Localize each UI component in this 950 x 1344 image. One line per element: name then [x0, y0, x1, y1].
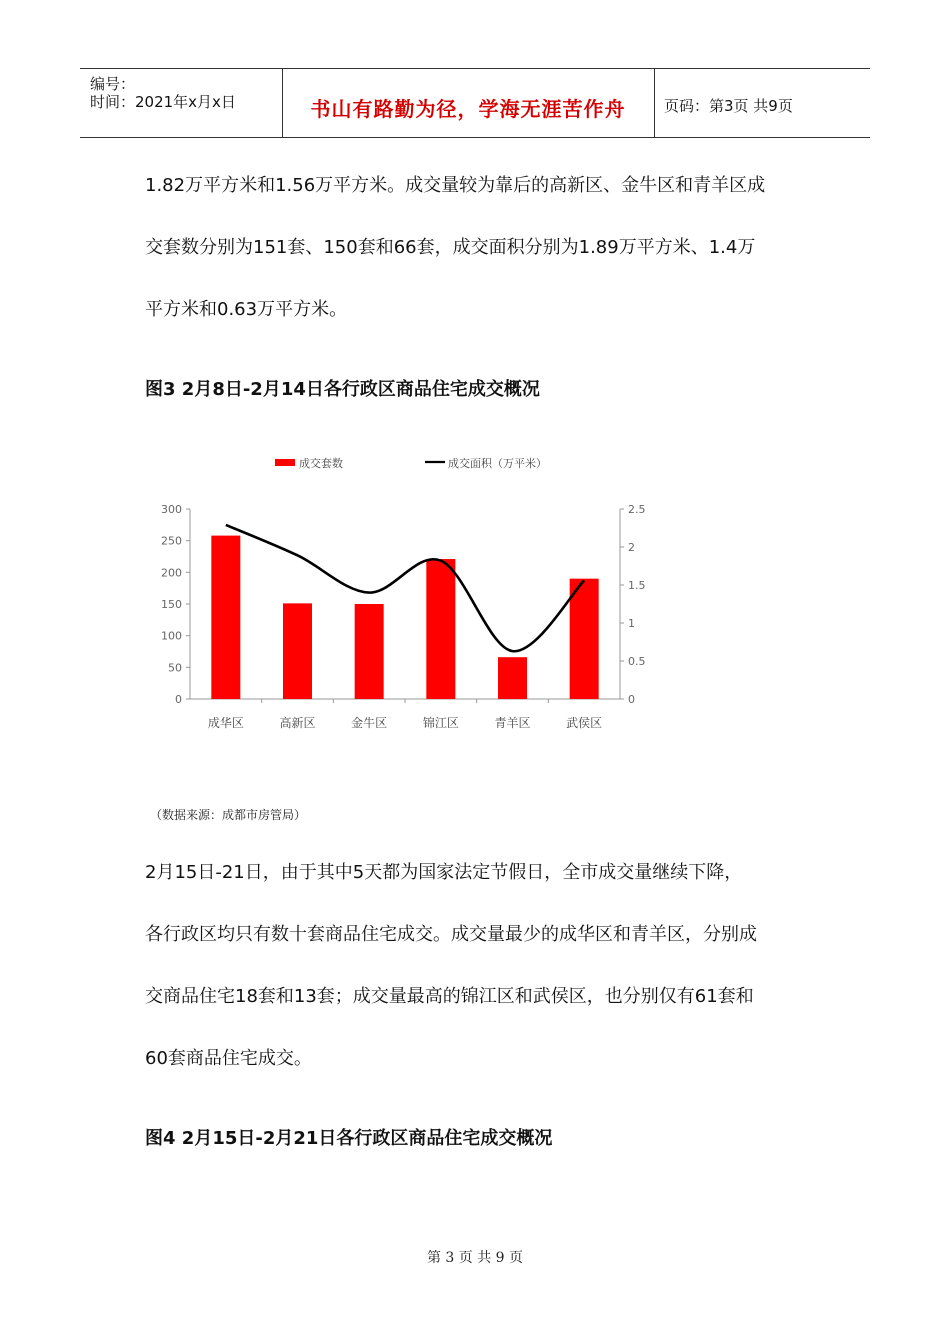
chart-x-labels — [208, 715, 602, 730]
chart-line — [226, 525, 584, 651]
bar — [498, 657, 527, 699]
figure3-chart — [140, 440, 680, 750]
paragraph-line: 2月15日-21日，由于其中5天都为国家法定节假日，全市成交量继续下降， — [145, 862, 743, 883]
source-note: （数据来源：成都市房管局） — [150, 808, 307, 822]
x-tick-label: 成华区 — [207, 716, 244, 730]
legend-bar-swatch — [275, 459, 295, 466]
paragraph-line: 各行政区均只有数十套商品住宅成交。成交量最少的成华区和青羊区，分别成 — [145, 924, 757, 945]
motto: 书山有路勤为径，学海无涯苦作舟 — [310, 97, 626, 121]
legend-line-label: 成交面积（万平米） — [448, 457, 547, 470]
y-right-tick-label: 0 — [628, 693, 635, 706]
legend-bar-label: 成交套数 — [299, 457, 343, 470]
y-left-tick-label: 0 — [175, 693, 182, 706]
paragraph-line: 交商品住宅18套和13套；成交量最高的锦江区和武侯区，也分别仅有61套和 — [145, 986, 754, 1007]
y-right-tick-label: 1.5 — [628, 579, 646, 592]
figure4-title: 图4 2月15日-2月21日各行政区商品住宅成交概况 — [145, 1128, 553, 1149]
x-tick-label: 金牛区 — [351, 716, 388, 730]
y-right-tick-label: 2.5 — [628, 503, 646, 516]
header-info-cell — [80, 69, 283, 137]
y-left-tick-label: 250 — [161, 534, 182, 548]
page-label: 页码：第3页 共9页 — [664, 97, 793, 115]
page-header — [80, 68, 870, 138]
y-left-tick-label: 150 — [161, 598, 182, 611]
x-tick-label: 青羊区 — [494, 716, 531, 730]
paragraph-line: 60套商品住宅成交。 — [145, 1048, 312, 1069]
y-left-tick-label: 100 — [161, 629, 182, 643]
bar — [426, 559, 455, 699]
bar — [570, 579, 599, 699]
figure3-title: 图3 2月8日-2月14日各行政区商品住宅成交概况 — [145, 379, 540, 400]
x-tick-label: 武侯区 — [566, 716, 603, 730]
bar — [283, 603, 312, 699]
y-left-tick-label: 200 — [161, 566, 182, 580]
number-label: 编号： — [90, 75, 136, 93]
page-footer: 第 3 页 共 9 页 — [426, 1250, 524, 1266]
y-right-tick-label: 2 — [628, 541, 635, 554]
paragraph-line: 平方米和0.63万平方米。 — [145, 299, 348, 320]
header-motto-cell — [282, 69, 655, 137]
chart-legend — [275, 456, 547, 470]
y-right-tick-label: 1 — [628, 617, 635, 630]
x-tick-label: 锦江区 — [422, 716, 459, 730]
header-page-cell — [654, 69, 870, 137]
bar — [211, 536, 240, 699]
y-left-tick-label: 50 — [168, 661, 182, 675]
time-label: 时间：2021年x月x日 — [90, 93, 236, 111]
x-tick-label: 高新区 — [279, 716, 316, 730]
paragraph-line: 交套数分别为151套、150套和66套，成交面积分别为1.89万平方米、1.4万 — [145, 237, 756, 258]
area-series-line — [226, 525, 584, 651]
paragraph-line: 1.82万平方米和1.56万平方米。成交量较为靠后的高新区、金牛区和青羊区成 — [145, 175, 766, 196]
y-right-tick-label: 0.5 — [628, 655, 646, 668]
y-left-tick-label: 300 — [161, 503, 182, 516]
bar — [355, 604, 384, 699]
chart-bars — [211, 536, 598, 699]
